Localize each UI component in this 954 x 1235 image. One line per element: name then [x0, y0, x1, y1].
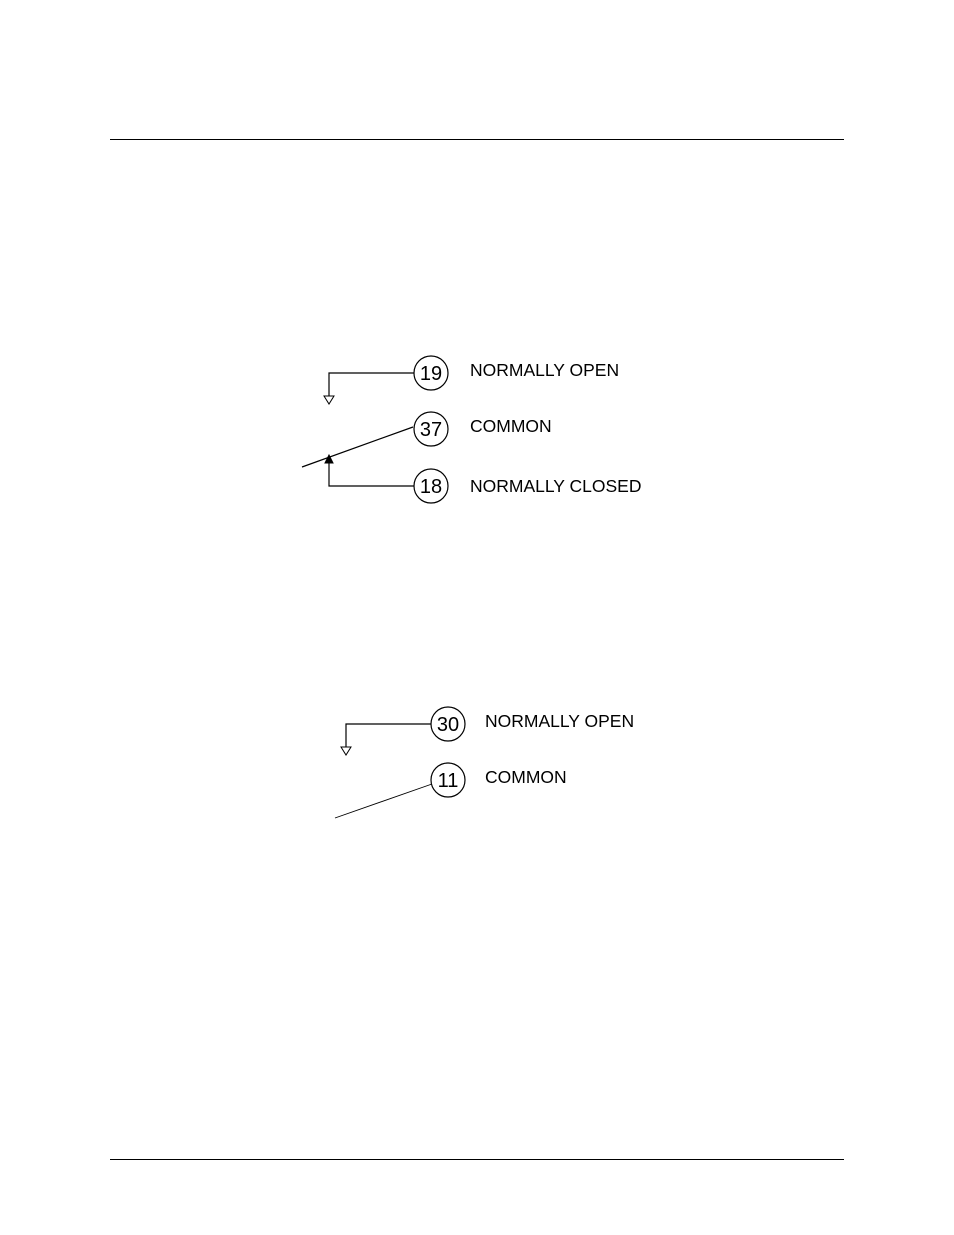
relay-2-common-pin-number: 11 — [437, 770, 459, 792]
relay-1-nc-pin-number: 18 — [419, 476, 443, 498]
relay-1-common-arm — [302, 427, 413, 467]
relay-1-nc-wire — [329, 462, 414, 486]
relay-1-common-pin-number: 37 — [419, 419, 443, 441]
relay-2-common-arm — [335, 784, 432, 818]
relay-1-no-pin-number: 19 — [419, 363, 443, 385]
relay-1-common-label: COMMON — [470, 416, 552, 436]
relay-2-group — [335, 707, 634, 818]
relay-2-no-contact-arrow-icon — [341, 747, 351, 755]
relay-1-group — [302, 356, 642, 503]
relay-2-common-label: COMMON — [485, 767, 567, 787]
relay-1-nc-label: NORMALLY CLOSED — [470, 476, 642, 496]
relay-2-no-label: NORMALLY OPEN — [485, 711, 635, 731]
relay-1-no-contact-arrow-icon — [324, 396, 334, 404]
relay-2-no-wire — [346, 724, 431, 747]
relay-1-no-label: NORMALLY OPEN — [470, 360, 620, 380]
relay-2-no-pin-number: 30 — [436, 714, 460, 736]
relay-1-no-wire — [329, 373, 414, 396]
